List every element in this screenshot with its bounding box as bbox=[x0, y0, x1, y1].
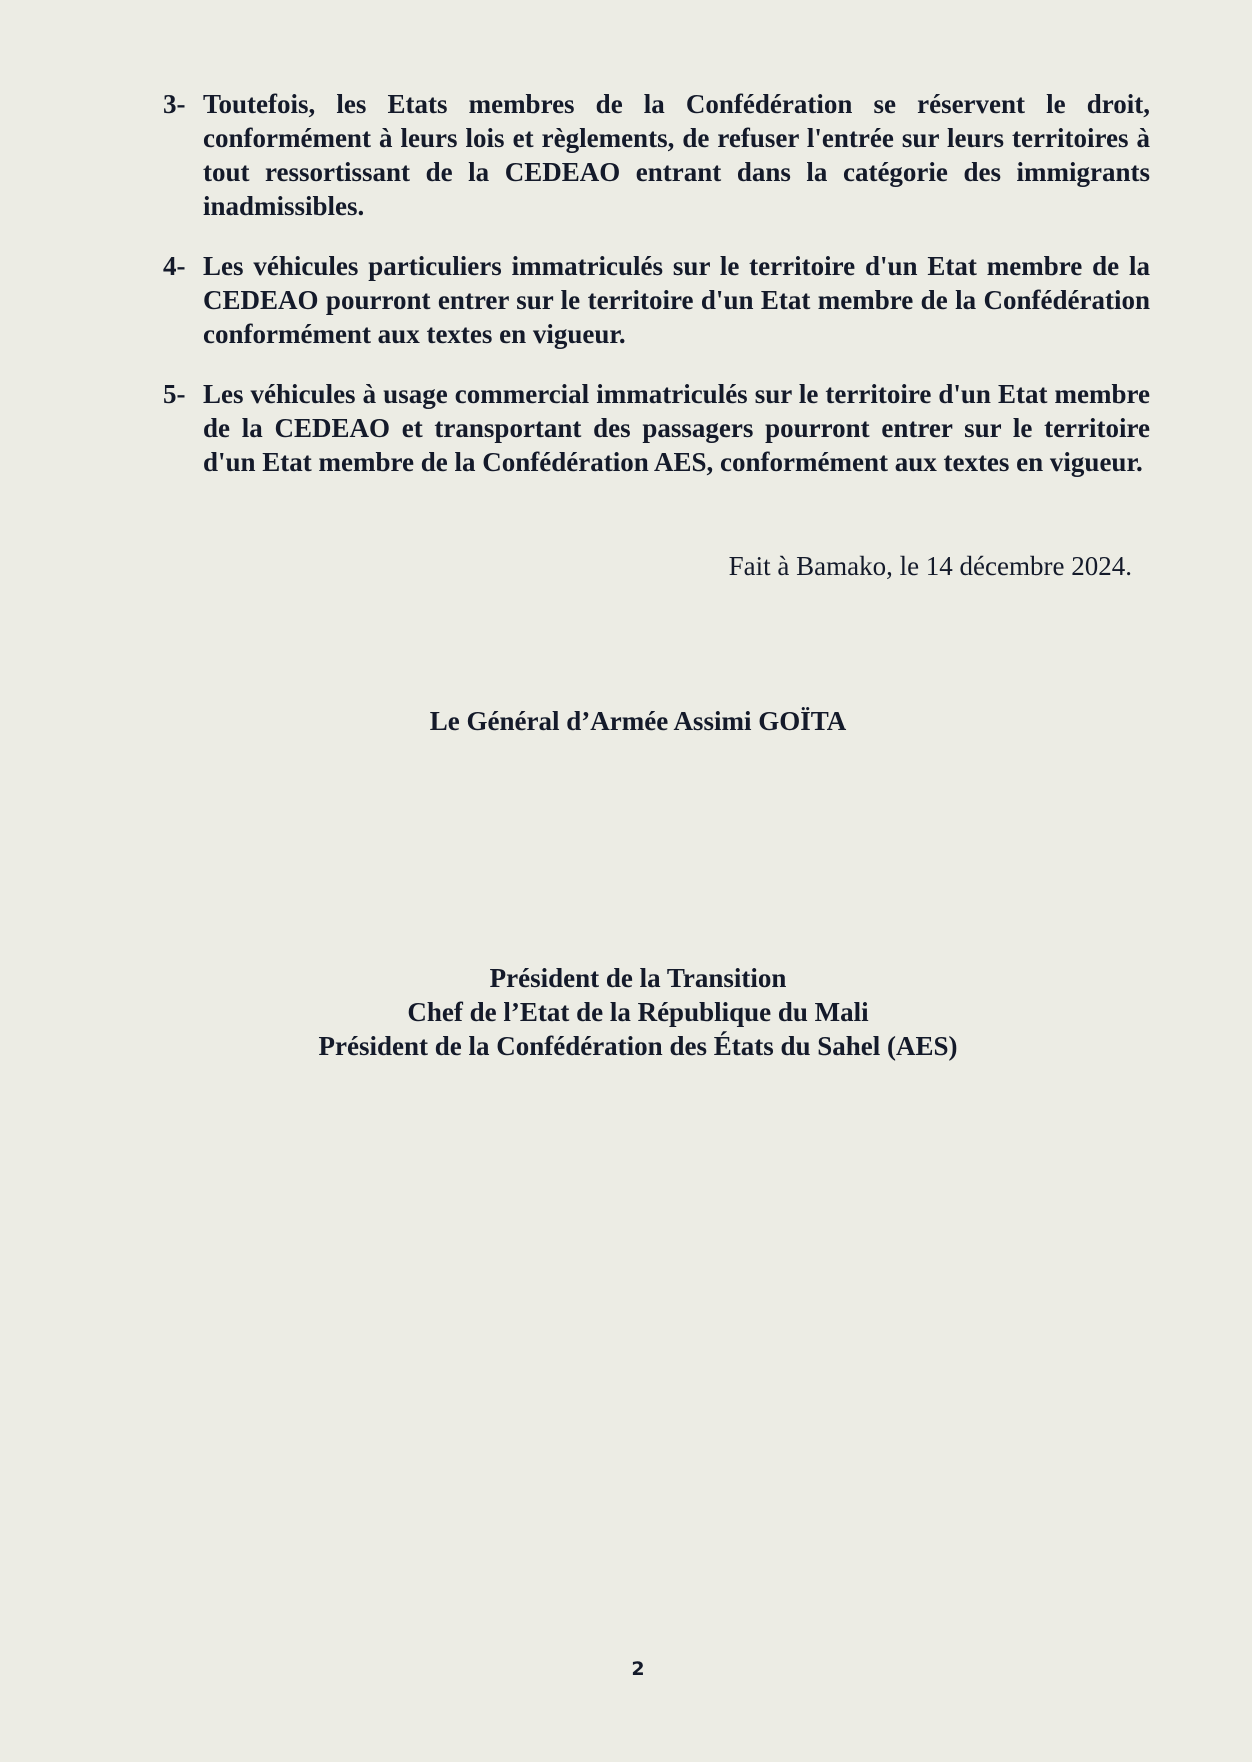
article-3 bbox=[163, 87, 1150, 223]
article-text: Toutefois, les Etats membres de la Confédération se réservent le droit, conformément à leurs lois et règlements, de refuser l'entrée sur leurs territoires à tout ressortissant de la CEDEAO entrant dans la catégorie des immigrants inadmissibles. bbox=[203, 89, 1150, 221]
article-4 bbox=[163, 249, 1150, 351]
article-number: 5- bbox=[163, 379, 186, 409]
signatory-titles bbox=[0, 961, 1252, 1063]
signatory-name: Le Général d’Armée Assimi GOÏTA bbox=[429, 706, 847, 736]
article-number: 3- bbox=[163, 89, 186, 119]
page-number: 2 bbox=[631, 1658, 645, 1680]
title-line: Chef de l’Etat de la République du Mali bbox=[407, 997, 869, 1027]
article-5 bbox=[163, 377, 1150, 479]
article-number: 4- bbox=[163, 251, 186, 281]
article-text: Les véhicules particuliers immatriculés sur le territoire d'un Etat membre de la CEDEAO pourront entrer sur le territoire d'un Etat membre de la Confédération conformément aux textes en vigueur. bbox=[203, 251, 1150, 349]
title-line: Président de la Confédération des États du Sahel (AES) bbox=[318, 1031, 958, 1061]
articles-list bbox=[163, 87, 1150, 505]
article-text: Les véhicules à usage commercial immatriculés sur le territoire d'un Etat membre de la CEDEAO et transportant des passagers pourront entrer sur le territoire d'un Etat membre de la Confédération AES, conformément aux textes en vigueur. bbox=[203, 379, 1150, 477]
date-place-line: Fait à Bamako, le 14 décembre 2024. bbox=[728, 551, 1132, 581]
title-line: Président de la Transition bbox=[489, 963, 787, 993]
